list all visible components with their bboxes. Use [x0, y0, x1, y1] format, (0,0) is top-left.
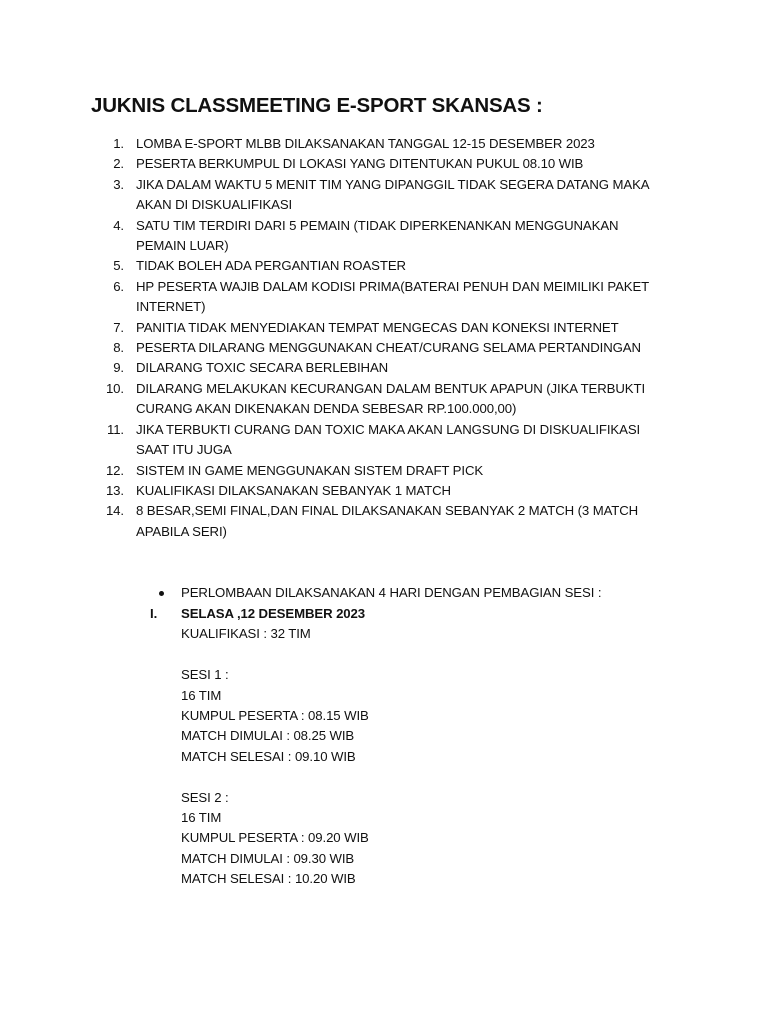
- rule-number: 4.: [113, 217, 124, 233]
- spacer: [181, 767, 681, 787]
- rule-item: [0, 134, 666, 154]
- rule-number: 10.: [105, 380, 124, 396]
- document-title: JUKNIS CLASSMEETING E-SPORT SKANSAS :: [91, 94, 543, 117]
- rule-number: 2.: [113, 156, 124, 172]
- rule-text: KUALIFIKASI DILAKSANAKAN SEBANYAK 1 MATCH: [136, 482, 451, 498]
- day-schedule-body: [181, 604, 681, 889]
- rule-number: 11.: [106, 421, 124, 437]
- session-start-time: MATCH DIMULAI : 09.30 WIB: [181, 850, 355, 866]
- session-teams: 16 TIM: [181, 687, 222, 703]
- bullet-icon: [159, 591, 164, 596]
- rule-item: [0, 154, 666, 174]
- rule-item: [0, 379, 666, 420]
- rule-number: 6.: [113, 278, 124, 294]
- day-numeral: I.: [150, 606, 158, 621]
- rule-item: [0, 338, 666, 358]
- rules-list: [0, 134, 768, 542]
- rule-item: [0, 175, 666, 216]
- rule-text: HP PESERTA WAJIB DALAM KODISI PRIMA(BATERAI PENUH DAN MEIMILIKI PAKET INTERNET): [136, 278, 649, 315]
- rule-text: PESERTA BERKUMPUL DI LOKASI YANG DITENTUKAN PUKUL 08.10 WIB: [136, 156, 584, 172]
- rule-number: 1.: [113, 136, 124, 151]
- session-teams: 16 TIM: [181, 809, 222, 825]
- rule-number: 3.: [113, 176, 124, 192]
- rule-text: DILARANG MELAKUKAN KECURANGAN DALAM BENTUK APAPUN (JIKA TERBUKTI CURANG AKAN DIKENAKAN DENDA SEBESAR RP.100.000,00): [136, 380, 646, 417]
- rule-item: [0, 461, 666, 481]
- rule-item: [0, 216, 666, 257]
- rule-item: [0, 277, 666, 318]
- rule-number: 7.: [113, 319, 124, 335]
- rule-text: PANITIA TIDAK MENYEDIAKAN TEMPAT MENGECAS DAN KONEKSI INTERNET: [136, 319, 619, 335]
- session-end-time: MATCH SELESAI : 10.20 WIB: [181, 871, 356, 887]
- spacer: [181, 645, 681, 665]
- schedule-intro-text: PERLOMBAAN DILAKSANAKAN 4 HARI DENGAN PEMBAGIAN SESI :: [181, 585, 602, 600]
- rule-item: [0, 501, 666, 542]
- rule-number: 12.: [105, 462, 124, 478]
- rule-item: [0, 420, 666, 461]
- qualification-info: KUALIFIKASI : 32 TIM: [181, 626, 311, 642]
- rule-item: [0, 358, 666, 378]
- rule-item: [0, 481, 666, 501]
- rule-text: 8 BESAR,SEMI FINAL,DAN FINAL DILAKSANAKAN SEBANYAK 2 MATCH (3 MATCH APABILA SERI): [136, 503, 639, 539]
- session-label: SESI 2 :: [181, 789, 229, 805]
- rule-text: JIKA TERBUKTI CURANG DAN TOXIC MAKA AKAN LANGSUNG DI DISKUALIFIKASI SAAT ITU JUGA: [136, 421, 641, 458]
- rule-number: 9.: [113, 360, 124, 376]
- rule-text: TIDAK BOLEH ADA PERGANTIAN ROASTER: [136, 258, 406, 274]
- rule-text: JIKA DALAM WAKTU 5 MENIT TIM YANG DIPANGGIL TIDAK SEGERA DATANG MAKA AKAN DI DISKUALIFIKASI: [136, 176, 649, 213]
- session-gather-time: KUMPUL PESERTA : 08.15 WIB: [181, 707, 369, 723]
- rule-text: SISTEM IN GAME MENGGUNAKAN SISTEM DRAFT PICK: [136, 462, 484, 478]
- session-gather-time: KUMPUL PESERTA : 09.20 WIB: [181, 830, 369, 846]
- rule-text: SATU TIM TERDIRI DARI 5 PEMAIN (TIDAK DIPERKENANKAN MENGGUNAKAN PEMAIN LUAR): [136, 217, 619, 254]
- rule-text: PESERTA DILARANG MENGGUNAKAN CHEAT/CURANG SELAMA PERTANDINGAN: [136, 340, 641, 356]
- rule-number: 8.: [113, 340, 124, 356]
- rule-number: 13.: [105, 482, 124, 498]
- rule-item: [0, 318, 666, 338]
- rule-item: [0, 256, 666, 276]
- session-start-time: MATCH DIMULAI : 08.25 WIB: [181, 728, 355, 744]
- day-heading: SELASA ,12 DESEMBER 2023: [181, 606, 366, 621]
- rule-number: 14.: [105, 503, 124, 519]
- session-end-time: MATCH SELESAI : 09.10 WIB: [181, 748, 356, 764]
- rule-number: 5.: [113, 258, 124, 274]
- rule-text: LOMBA E-SPORT MLBB DILAKSANAKAN TANGGAL 12-15 DESEMBER 2023: [136, 136, 595, 151]
- rule-text: DILARANG TOXIC SECARA BERLEBIHAN: [136, 360, 389, 376]
- session-label: SESI 1 :: [181, 667, 229, 683]
